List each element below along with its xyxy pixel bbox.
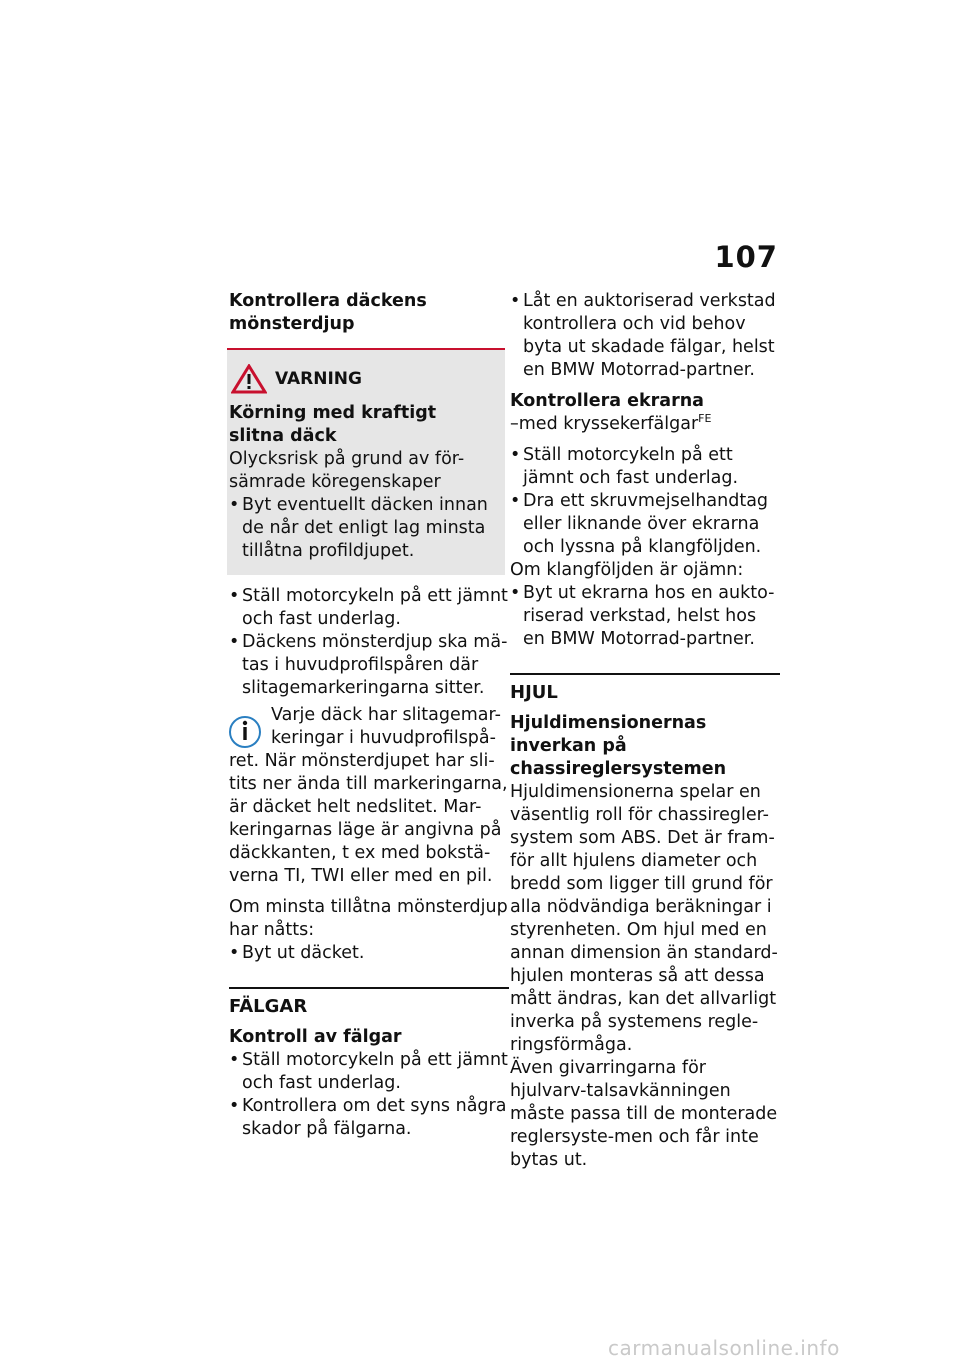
heading-spokes: Kontrollera ekrarna (510, 391, 704, 411)
paragraph: Om minsta tillåtna mönsterdjup har nåtts: (229, 897, 508, 940)
list-item: • Byt ut ekrarna hos en aukto-riserad verkstad, helst hos en BMW Motorrad-partner. (510, 582, 780, 651)
warning-label: VARNING (275, 368, 362, 389)
info-text: Varje däck har slitagemar-keringar i huvudprofilspå-ret. När mönsterdjupet har sli-tits ner ända till markeringarna, är däcket helt nedslitet. Mar-keringarnas läge är angivna på däckkanten, t ex med bokstä-verna TI, TWI eller med en pil. (229, 705, 508, 886)
info-note (229, 704, 509, 888)
list-item: • Ställ motorcykeln på ett jämnt och fast underlag. (510, 444, 780, 490)
warning-body: Olycksrisk på grund av för-sämrade köregenskaper (229, 449, 465, 492)
list-item: • Byt ut däcket. (229, 942, 509, 965)
heading-wheel-dimensions: Hjuldimensionernas inverkan på chassireglersystemen (510, 713, 727, 779)
page-number: 107 (714, 240, 778, 274)
right-column (510, 290, 780, 1172)
list-item: • Ställ motorcykeln på ett jämnt och fast underlag. (229, 585, 509, 631)
section-title-wheels: HJUL (510, 682, 558, 703)
variant-text: –med kryssekerfälgar (510, 414, 699, 434)
list-item: • Ställ motorcykeln på ett jämnt och fast underlag. (229, 1049, 509, 1095)
variant-superscript: FE (698, 412, 712, 426)
list-item: • Kontrollera om det syns några skador på fälgarna. (229, 1095, 509, 1141)
heading-tread-depth: Kontrollera däckens mönsterdjup (229, 291, 427, 334)
list-item: • Låt en auktoriserad verkstad kontrollera och vid behov byta ut skadade fälgar, helst en BMW Motorrad-partner. (510, 290, 780, 382)
warning-subtitle: Körning med kraftigt slitna däck (229, 403, 437, 446)
section-divider (510, 673, 780, 675)
warning-bullet: • Byt eventuellt däcken innan de når det enligt lag minsta tillåtna profildjupet. (229, 494, 495, 563)
section-title-rims: FÄLGAR (229, 996, 308, 1017)
watermark: carmanualsonline.info (608, 1336, 840, 1360)
paragraph: Hjuldimensionerna spelar en väsentlig roll för chassiregler-system som ABS. Det är fram-för allt hjulens diameter och bredd som ligger till grund för alla nödvändiga beräkningar i styrenheten. Om hjul med en annan dimension än standard-hjulen monteras så att dessa mått ändras, kan det allvarligt inverka på systemens regle-ringsförmåga. (510, 782, 778, 1055)
warning-triangle-icon (231, 364, 267, 394)
left-column (229, 290, 509, 1141)
list-item: • Dra ett skruvmejselhandtag eller liknande över ekrarna och lyssna på klangföljden. (510, 490, 780, 559)
warning-title (229, 364, 495, 394)
info-icon (227, 704, 265, 750)
section-divider (229, 987, 509, 989)
paragraph: Även givarringarna för hjulvarv-talsavkänningen måste passa till de monterade reglersyste-men och får inte bytas ut. (510, 1058, 778, 1170)
paragraph: Om klangföljden är ojämn: (510, 560, 744, 580)
heading-rim-check: Kontroll av fälgar (229, 1027, 402, 1047)
warning-box (227, 348, 505, 575)
list-item: • Däckens mönsterdjup ska mä-tas i huvudprofilspåren där slitagemarkeringarna sitter. (229, 631, 509, 700)
variant-note (510, 413, 780, 436)
